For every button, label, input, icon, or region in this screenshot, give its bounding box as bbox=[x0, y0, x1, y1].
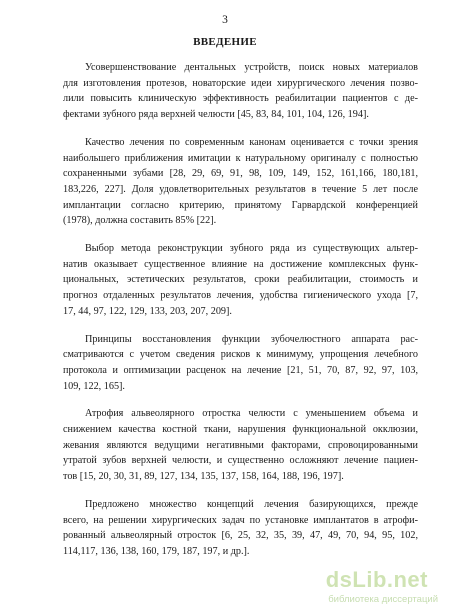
text-line: (1978), должна составить 85% [22]. bbox=[63, 215, 217, 227]
text-line: 114,117, 136, 138, 160, 179, 187, 197, и др.]. bbox=[63, 545, 250, 557]
paragraph bbox=[63, 241, 418, 320]
text-line: Принципы восстановления функции зубочелюстного аппарата рас- bbox=[85, 333, 418, 345]
text-line: лили повысить клиническую эффективность реабилитации пациентов с де- bbox=[63, 93, 418, 105]
text-line: Выбор метода реконструкции зубного ряда из существующих альтер- bbox=[85, 243, 418, 255]
text-line: Усовершенствование дентальных устройств, поиск новых материалов bbox=[85, 62, 418, 73]
text-line: 183,226, 227]. Доля удовлетворительных результатов в течение 5 лет после bbox=[63, 183, 418, 195]
text-line: фектами зубного ряда верхней челюсти [45, 83, 84, 101, 104, 126, 194]. bbox=[63, 109, 369, 121]
paragraph bbox=[63, 135, 418, 229]
text-line: жевания являются ведущими негативными факторами, спровоцированными bbox=[63, 439, 418, 451]
text-line: прогноз отдаленных результатов лечения, удобства гигиенического ухода [7, bbox=[63, 290, 418, 302]
text-line: рованный альвеолярный отросток [6, 25, 32, 35, 39, 47, 49, 70, 94, 95, 102, bbox=[63, 530, 418, 542]
text-line: для изготовления протезов, новаторские идеи хирургического лечения позво- bbox=[63, 77, 418, 89]
text-line: всего, на решении хирургических задач по установке имплантатов в атрофи- bbox=[63, 514, 418, 526]
text-line: наибольшего приближения имитации к натуральному оригиналу с полностью bbox=[63, 152, 418, 164]
paragraph bbox=[63, 497, 418, 560]
text-line: Атрофия альвеолярного отростка челюсти с уменьшением объема и bbox=[85, 408, 418, 420]
text-line: 109, 122, 165]. bbox=[63, 380, 125, 392]
paragraph bbox=[63, 60, 418, 123]
section-heading: ВВЕДЕНИЕ bbox=[193, 36, 257, 48]
text-line: 17, 44, 97, 122, 129, 133, 203, 207, 209]. bbox=[63, 305, 232, 317]
text-line: имплантации согласно критерию, принятому Гарвардской конференцией bbox=[63, 199, 418, 211]
paragraph bbox=[63, 332, 418, 395]
text-line: Качество лечения по современным канонам оценивается с точки зрения bbox=[85, 136, 418, 148]
text-line: тов [15, 20, 30, 31, 89, 127, 134, 135, 137, 158, 164, 188, 196, 197]. bbox=[63, 471, 344, 483]
page-number: 3 bbox=[222, 14, 228, 26]
text-line: Предложено множество концепций лечения базирующихся, прежде bbox=[85, 498, 418, 510]
paragraph bbox=[63, 406, 418, 485]
text-line: снижением качества костной ткани, нарушения функциональной окклюзии, bbox=[63, 424, 418, 436]
text-line: протокола и оптимизации расценок на лечение [21, 51, 70, 87, 92, 97, 103, bbox=[63, 364, 418, 376]
watermark-logo: dsLib.net bbox=[325, 567, 428, 592]
text-line: циональных, эстетических результатов, сроки реабилитации, стоимость и bbox=[63, 274, 418, 286]
body-text bbox=[63, 60, 418, 572]
watermark bbox=[302, 567, 442, 609]
text-line: утратой зубов верхней челюсти, и существенно осложняют лечение пациен- bbox=[63, 455, 418, 467]
text-line: натив оказывает существенное влияние на достижение комплексных функ- bbox=[63, 258, 418, 270]
watermark-subtitle: библиотека диссертаций bbox=[328, 594, 438, 605]
text-line: сохраненными зубами [28, 29, 69, 91, 98, 109, 149, 152, 161,166, 180,181, bbox=[63, 168, 418, 180]
text-line: сматриваются с учетом сведения рисков к минимуму, упрощения лечебного bbox=[63, 349, 418, 361]
